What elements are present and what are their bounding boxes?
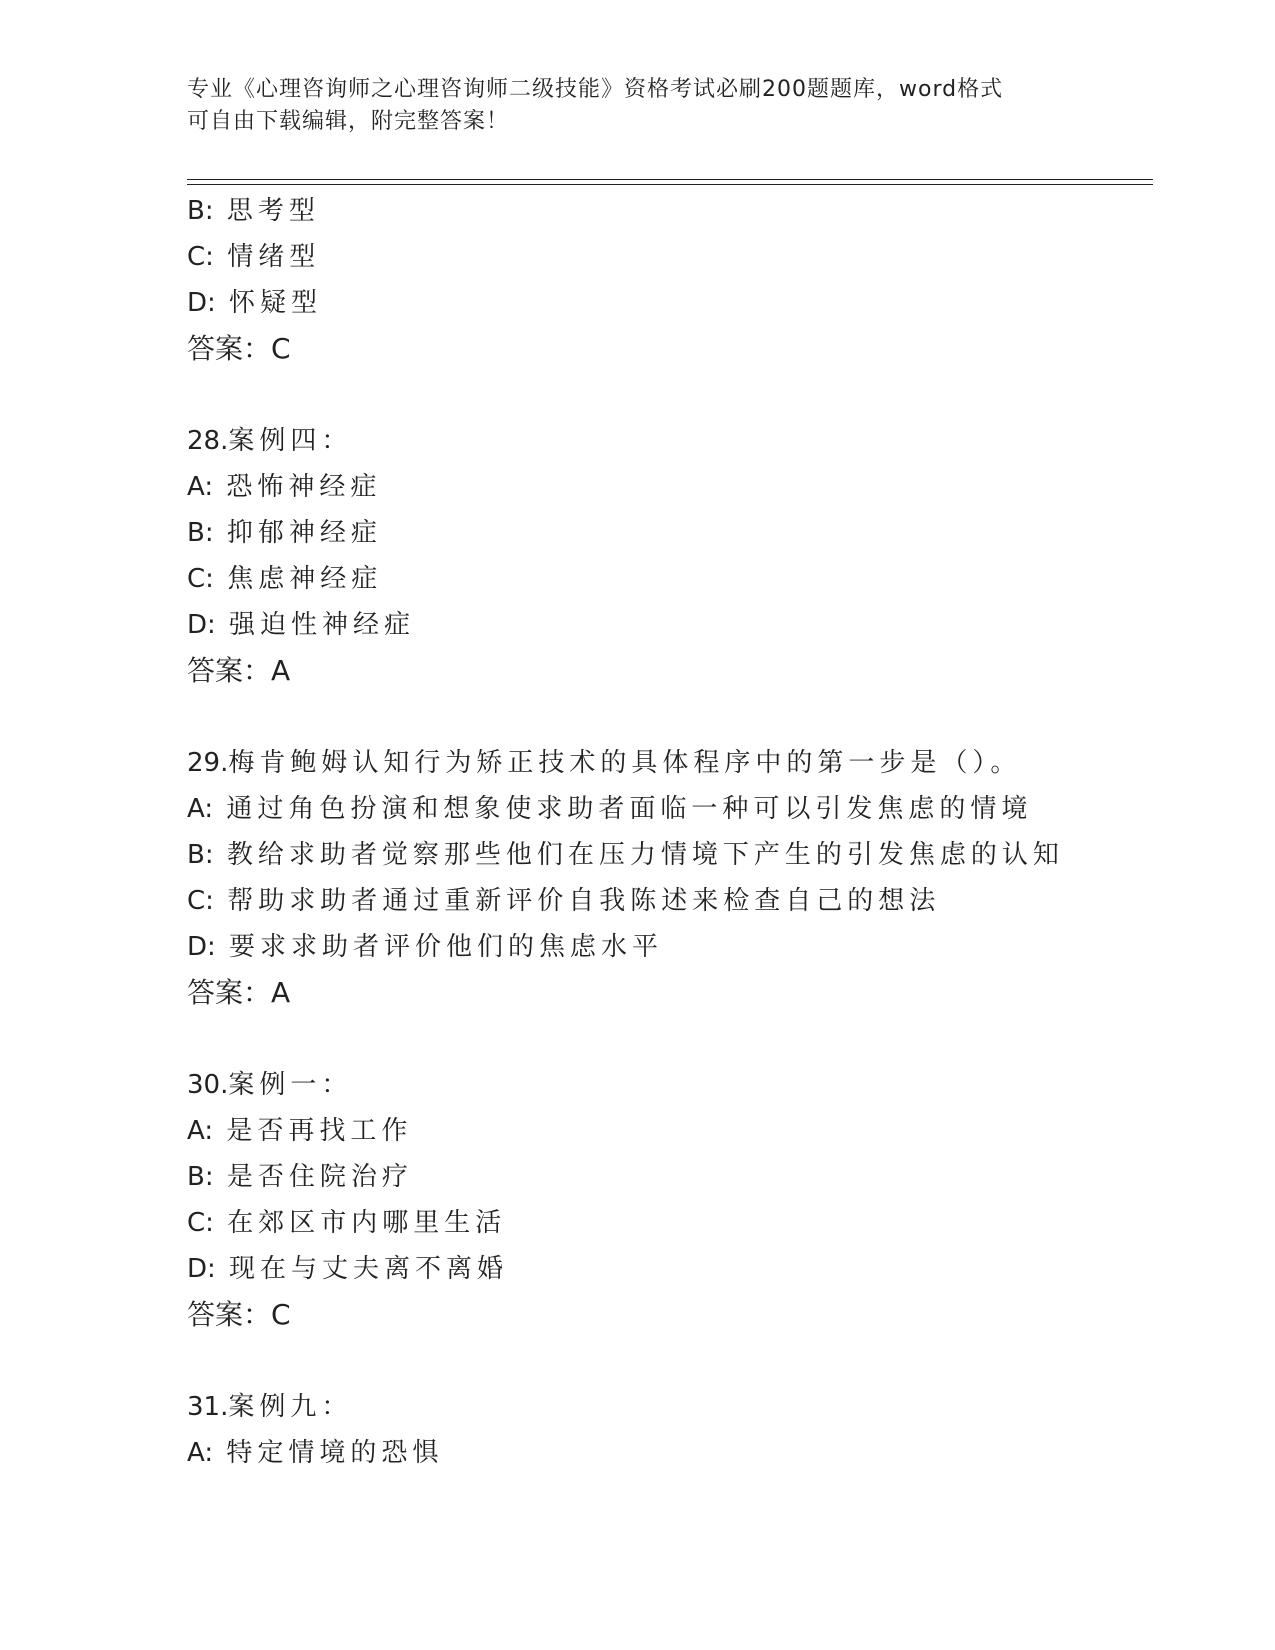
option-a <box>187 1108 1187 1154</box>
option-text: 现在与丈夫离不离婚 <box>229 1254 509 1284</box>
question-text: 案例一： <box>228 1070 353 1100</box>
option-c <box>187 234 1187 280</box>
answer-value: C <box>271 1298 291 1331</box>
option-d <box>187 1246 1187 1292</box>
option-key: C: <box>187 564 214 594</box>
question-31 <box>187 1384 1187 1476</box>
question-text: 案例九： <box>228 1392 353 1422</box>
header-divider-top <box>187 179 1153 180</box>
option-key: A: <box>187 1438 214 1468</box>
option-key: D: <box>187 610 216 640</box>
header-line-1: 专业《心理咨询师之心理咨询师二级技能》资格考试必刷200题题库，word格式 <box>187 77 1004 102</box>
question-number: 29. <box>187 748 229 778</box>
answer-label: 答案： <box>187 1298 272 1331</box>
answer-line <box>187 326 1187 372</box>
question-stem <box>187 1384 1187 1430</box>
option-d <box>187 602 1187 648</box>
answer-label: 答案： <box>187 976 272 1009</box>
question-text: 梅肯鲍姆认知行为矫正技术的具体程序中的第一步是（）。 <box>228 748 1022 778</box>
option-text: 是否再找工作 <box>226 1116 413 1146</box>
option-key: B: <box>187 518 214 548</box>
question-number: 28. <box>187 426 229 456</box>
answer-value: A <box>271 654 291 687</box>
option-a <box>187 1430 1187 1476</box>
option-text: 情绪型 <box>227 242 321 272</box>
question-stem <box>187 418 1187 464</box>
option-text: 强迫性神经症 <box>229 610 416 640</box>
option-key: B: <box>187 840 214 870</box>
option-c <box>187 556 1187 602</box>
question-stem <box>187 1062 1187 1108</box>
option-text: 思考型 <box>226 196 320 226</box>
question-29 <box>187 740 1187 1016</box>
option-key: D: <box>187 932 216 962</box>
answer-line <box>187 970 1187 1016</box>
option-text: 教给求助者觉察那些他们在压力情境下产生的引发焦虑的认知 <box>226 840 1064 870</box>
question-list <box>187 188 1187 1476</box>
option-b <box>187 832 1187 878</box>
answer-label: 答案： <box>187 332 272 365</box>
answer-value: A <box>271 976 291 1009</box>
option-text: 恐怖神经症 <box>226 472 382 502</box>
option-key: B: <box>187 1162 214 1192</box>
question-27-continuation <box>187 188 1187 372</box>
question-30 <box>187 1062 1187 1338</box>
option-key: B: <box>187 196 214 226</box>
option-c <box>187 878 1187 924</box>
option-d <box>187 924 1187 970</box>
header-divider-bottom <box>187 184 1153 185</box>
option-key: A: <box>187 472 214 502</box>
answer-label: 答案： <box>187 654 272 687</box>
answer-line <box>187 1292 1187 1338</box>
header-line-2: 可自由下载编辑，附完整答案！ <box>187 109 510 134</box>
option-b <box>187 188 1187 234</box>
option-d <box>187 280 1187 326</box>
option-text: 特定情境的恐惧 <box>226 1438 444 1468</box>
question-number: 31. <box>187 1392 229 1422</box>
option-key: C: <box>187 886 214 916</box>
document-header <box>187 74 1087 138</box>
question-text: 案例四： <box>228 426 353 456</box>
option-text: 帮助求助者通过重新评价自我陈述来检查自己的想法 <box>227 886 941 916</box>
option-key: D: <box>187 288 216 318</box>
option-b <box>187 510 1187 556</box>
option-a <box>187 464 1187 510</box>
option-key: A: <box>187 1116 214 1146</box>
option-text: 通过角色扮演和想象使求助者面临一种可以引发焦虑的情境 <box>226 794 1033 824</box>
option-text: 焦虑神经症 <box>227 564 383 594</box>
option-key: D: <box>187 1254 216 1284</box>
option-a <box>187 786 1187 832</box>
option-b <box>187 1154 1187 1200</box>
option-key: A: <box>187 794 214 824</box>
option-text: 抑郁神经症 <box>226 518 382 548</box>
option-text: 是否住院治疗 <box>226 1162 413 1192</box>
option-text: 要求求助者评价他们的焦虑水平 <box>229 932 664 962</box>
question-28 <box>187 418 1187 694</box>
answer-value: C <box>271 332 291 365</box>
option-c <box>187 1200 1187 1246</box>
question-stem <box>187 740 1187 786</box>
option-text: 在郊区市内哪里生活 <box>227 1208 507 1238</box>
option-text: 怀疑型 <box>229 288 323 318</box>
question-number: 30. <box>187 1070 229 1100</box>
answer-line <box>187 648 1187 694</box>
option-key: C: <box>187 1208 214 1238</box>
option-key: C: <box>187 242 214 272</box>
